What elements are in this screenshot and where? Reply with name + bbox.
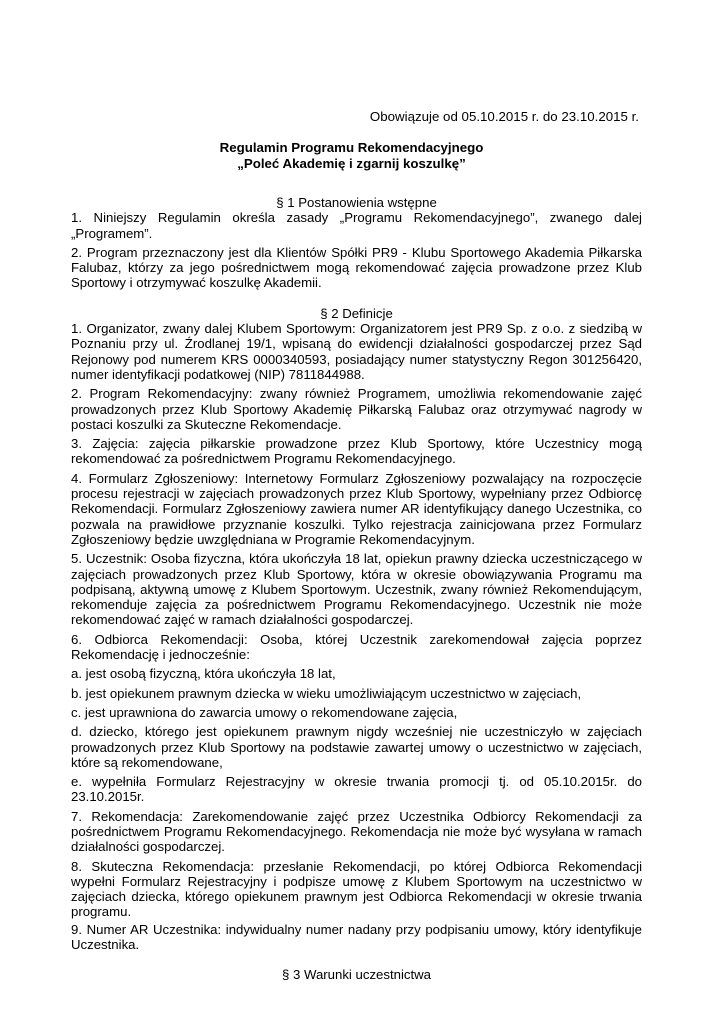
definition-2: 2. Program Rekomendacyjny: zwany również Programem, umożliwia rekomendowanie zajęć prowadzonych przez Klub Sportowy Akademię Piłkarską Falubaz oraz otrzymywać nagrody w postaci koszulki za Skuteczne Rekomendacje. — [71, 386, 642, 432]
definition-1: 1. Organizator, zwany dalej Klubem Sportowym: Organizatorem jest PR9 Sp. z o.o. z siedzibą w Poznaniu przy ul. Źrodlanej 19/1, wpisaną do ewidencji działalności gospodarczej przez Sąd Rejonowy pod numerem KRS 0000340593, posiadający numer statystyczny Regon 301256420, numer identyfikacji podatkowej (NIP) 7811844988. — [71, 321, 642, 382]
definition-6: 6. Odbiorca Rekomendacji: Osoba, której Uczestnik zarekomendował zajęcia poprzez Rekomendację i jednocześnie: — [71, 631, 642, 663]
definition-6d: d. dziecko, którego jest opiekunem prawnym nigdy wcześniej nie uczestniczyło w zajęciach prowadzonych przez Klub Sportowy na podstawie zawartej umowy o uczestnictwo w zajęciach, które są rekomendowane, — [71, 724, 642, 770]
document-title — [0, 140, 703, 172]
title-line-1: Regulamin Programu Rekomendacyjnego — [219, 140, 484, 155]
section-3-heading: § 3 Warunki uczestnictwa — [281, 967, 432, 983]
definition-4: 4. Formularz Zgłoszeniowy: Internetowy Formularz Zgłoszeniowy pozwalający na rozpoczęcie procesu rejestracji w zajęciach prowadzonych przez Klub Sportowy, wypełniany przez Odbiorcę Rekomendacji. Formularz Zgłoszeniowy zawiera numer AR identyfikujący danego Uczestnika, co pozwala na prawidłowe przyznanie koszulki. Tylko rejestracja zainicjowana przez Formularz Zgłoszeniowy będzie uwzględniana w Programie Rekomendacyjnym. — [71, 470, 642, 547]
section-1-heading: § 1 Postanowienia wstępne — [276, 195, 437, 210]
definition-6b: b. jest opiekunem prawnym dziecka w wieku umożliwiającym uczestnictwo w zajęciach, — [71, 685, 582, 701]
definition-6c: c. jest uprawniona do zawarcia umowy o rekomendowane zajęcia, — [71, 704, 458, 720]
section-1-paragraph-1: 1. Niniejszy Regulamin określa zasady „Programu Rekomendacyjnego”, zwanego dalej „Programem”. — [71, 210, 642, 241]
title-line-2: „Poleć Akademię i zgarnij koszulkę” — [237, 156, 466, 171]
section-2-heading: § 2 Definicje — [320, 305, 393, 321]
definition-3: 3. Zajęcia: zajęcia piłkarskie prowadzone przez Klub Sportowy, które Uczestnicy mogą rekomendować za pośrednictwem Programu Rekomendacyjnego. — [71, 436, 642, 467]
definition-6e: e. wypełniła Formularz Rejestracyjny w okresie trwania promocji tj. od 05.10.2015r. do 23.10.2015r. — [71, 774, 642, 805]
definition-7: 7. Rekomendacja: Zarekomendowanie zajęć przez Uczestnika Odbiorcy Rekomendacji za pośrednictwem Programu Rekomendacyjnego. Rekomendacja nie może być wysyłana w ramach działalności gospodarczej. — [71, 808, 642, 855]
section-1-paragraph-2: 2. Program przeznaczony jest dla Klientów Spółki PR9 - Klubu Sportowego Akademia Piłkarska Falubaz, którzy za jego pośrednictwem mogą rekomendować zajęcia prowadzone przez Klub Sportowy i otrzymywać koszulkę Akademii. — [71, 244, 642, 291]
definition-6a: a. jest osobą fizyczną, która ukończyła 18 lat, — [71, 666, 336, 682]
document-body — [71, 195, 642, 983]
definition-8: 8. Skuteczna Rekomendacja: przesłanie Rekomendacji, po której Odbiorca Rekomendacji wypełni Formularz Rejestracyjny i podpisze umowę z Klubem Sportowym na uczestnictwo w zajęciach dziecka, którego opiekunem prawnym jest Odbiorca Rekomendacji w okresie trwania programu. — [71, 858, 642, 920]
validity-date: Obowiązuje od 05.10.2015 r. do 23.10.2015 r. — [369, 109, 639, 124]
definition-5: 5. Uczestnik: Osoba fizyczna, która ukończyła 18 lat, opiekun prawny dziecka uczestniczącego w zajęciach prowadzonych przez Klub Sportowy, która w okresie obowiązywania Programu ma podpisaną, aktywną umowę z Klubem Sportowym. Uczestnik, zwany również Rekomendującym, rekomenduje zajęcia za pośrednictwem Programu Rekomendacyjnego. Uczestnik nie może rekomendować zajęć w ramach działalności gospodarczej. — [71, 551, 642, 628]
definition-9: 9. Numer AR Uczestnika: indywidualny numer nadany przy podpisaniu umowy, który identyfikuje Uczestnika. — [71, 921, 642, 953]
